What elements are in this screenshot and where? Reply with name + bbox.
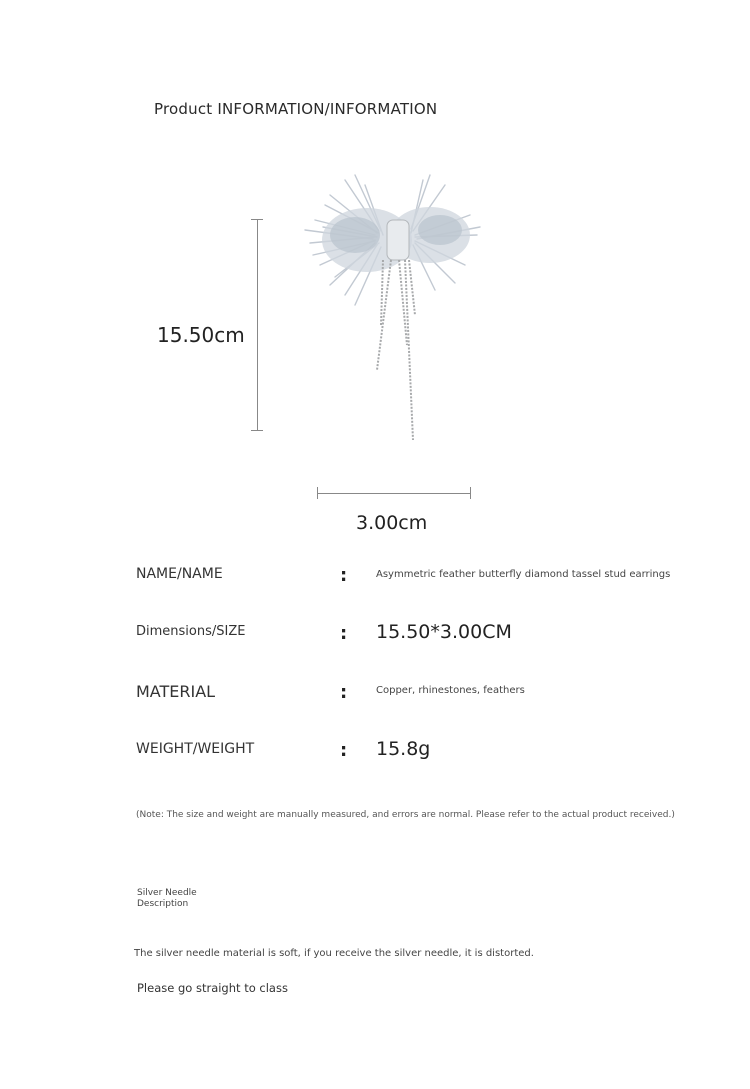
width-ruler-cap-left [317,487,318,499]
spec-material-separator: : [340,682,348,703]
height-ruler-cap-top [251,219,263,220]
page-title: Product INFORMATION/INFORMATION [154,100,438,118]
silver-needle-cta: Please go straight to class [137,981,288,995]
feather-left-core [330,217,380,253]
spec-weight-label: WEIGHT/WEIGHT [136,741,255,757]
spec-weight-separator: : [340,740,348,761]
spec-material-label: MATERIAL [136,682,216,701]
spec-size-value: 15.50*3.00CM [376,621,512,643]
spec-material-value: Copper, rhinestones, feathers [376,685,525,696]
spec-name-separator: : [340,565,348,586]
spec-name-label: NAME/NAME [136,566,223,582]
height-ruler-cap-bottom [251,430,263,431]
width-ruler [317,493,470,494]
spec-size-separator: : [340,623,348,644]
rhinestone-center [387,220,409,260]
silver-needle-description: The silver needle material is soft, if you receive the silver needle, it is distorted. [134,948,534,959]
height-label: 15.50cm [157,323,245,347]
spec-name-value: Asymmetric feather butterfly diamond tassel stud earrings [376,569,671,580]
width-ruler-cap-right [470,487,471,499]
tassel-chains [377,260,415,440]
width-label: 3.00cm [356,512,428,534]
product-image [295,165,495,455]
height-ruler [257,219,258,430]
spec-size-label: Dimensions/SIZE [136,624,246,639]
silver-needle-title: Silver Needle Description [137,888,197,909]
measurement-note: (Note: The size and weight are manually measured, and errors are normal. Please refer to the actual product received.) [136,810,675,820]
spec-weight-value: 15.8g [376,738,431,760]
feather-right-core [418,215,462,245]
